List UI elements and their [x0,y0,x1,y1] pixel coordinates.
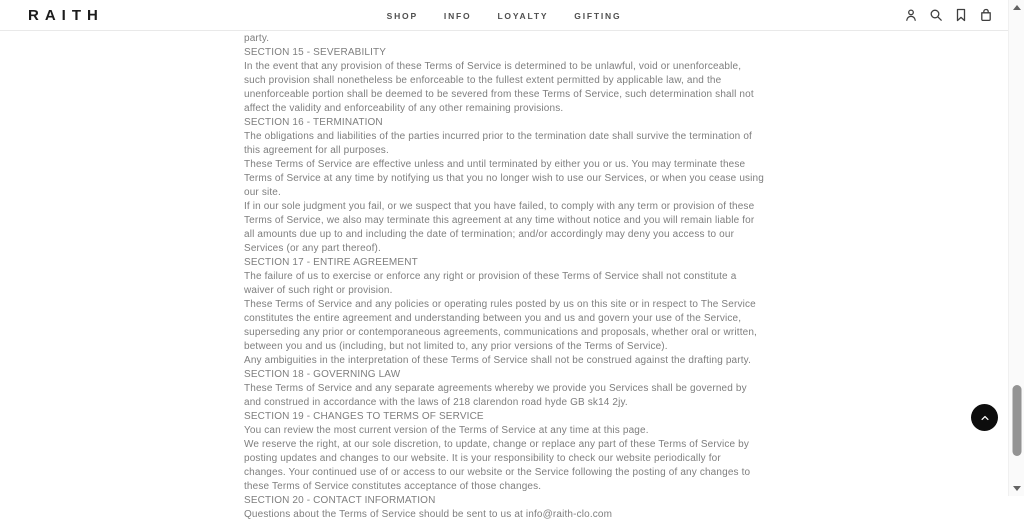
section-16-heading: SECTION 16 - TERMINATION [244,117,383,128]
nav-item-gifting[interactable]: GIFTING [574,10,622,21]
section-15-paragraph: In the event that any provision of these Terms of Service is determined to be unlawful, void or unenforceable, such provision shall nonetheless be enforceable to the fullest extent permitted by applicable law, and the unenforceable portion shall be deemed to be severed from these Terms of Service, such determination shall not affect the validity and enforceability of any other remaining provisions. [244,61,754,114]
account-icon[interactable] [904,8,918,22]
bag-icon[interactable] [979,8,993,22]
nav-item-info[interactable]: INFO [443,10,472,21]
page-content [0,31,1008,520]
section-16-paragraph: If in our sole judgment you fail, or we suspect that you have failed, to comply with any term or provision of these Terms of Service, we also may terminate this agreement at any time without notice and you will remain liable for all amounts due up to and including the date of termination; and/or accordingly may deny you access to our Services (or any part thereof). [244,201,755,254]
section-19-heading: SECTION 19 - CHANGES TO TERMS OF SERVICE [244,411,484,422]
section-17-paragraph: These Terms of Service and any policies or operating rules posted by us on this site or in respect to The Service constitutes the entire agreement and understanding between you and us and govern your use of the Service, superseding any prior or contemporaneous agreements, communications and proposals, whether oral or written, between you and us (including, but not limited to, any prior versions of the Terms of Service). [244,299,757,352]
nav-item-loyalty[interactable]: LOYALTY [497,10,549,21]
section-20-heading: SECTION 20 - CONTACT INFORMATION [244,495,436,506]
section-16-paragraph: The obligations and liabilities of the parties incurred prior to the termination date shall survive the termination of this agreement for all purposes. [244,131,752,156]
bookmark-icon[interactable] [954,8,968,22]
back-to-top-button[interactable] [971,404,998,431]
paragraph-fragment: party. [244,33,270,44]
section-19-paragraph: We reserve the right, at our sole discretion, to update, change or replace any part of these Terms of Service by posting updates and changes to our website. It is your responsibility to check our website periodically for changes. Your continued use of or access to our website or the Service following the posting of any changes to these Terms of Service constitutes acceptance of those changes. [244,439,751,492]
vertical-scrollbar[interactable] [1008,0,1024,496]
section-18-paragraph: These Terms of Service and any separate agreements whereby we provide you Services shall be governed by and construed in accordance with the laws of 218 clarendon road hyde GB sk14 2jy. [244,383,747,408]
scrollbar-thumb[interactable] [1012,385,1021,456]
section-15-heading: SECTION 15 - SEVERABILITY [244,47,387,58]
section-17-paragraph: Any ambiguities in the interpretation of these Terms of Service shall not be construed against the drafting party. [244,355,752,366]
chevron-up-icon [978,411,992,425]
section-16-paragraph: These Terms of Service are effective unless and until terminated by either you or us. You may terminate these Terms of Service at any time by notifying us that you no longer wish to use our Services, or when you cease using our site. [244,159,764,198]
header-icon-group [904,8,993,22]
main-nav [387,0,622,31]
section-17-heading: SECTION 17 - ENTIRE AGREEMENT [244,257,418,268]
nav-item-shop[interactable]: SHOP [386,10,418,21]
scrollbar-down-arrow-icon[interactable] [1013,486,1021,491]
section-20-paragraph: Questions about the Terms of Service should be sent to us at info@raith-clo.com [244,509,613,520]
section-17-paragraph: The failure of us to exercise or enforce any right or provision of these Terms of Service shall not constitute a waiver of such right or provision. [244,271,737,296]
brand-logo[interactable]: RAITH [28,6,104,24]
scrollbar-up-arrow-icon[interactable] [1013,5,1021,10]
terms-text-column [244,31,764,522]
section-19-paragraph: You can review the most current version of the Terms of Service at any time at this page. [244,425,649,436]
site-header [0,0,1008,31]
section-18-heading: SECTION 18 - GOVERNING LAW [244,369,401,380]
search-icon[interactable] [929,8,943,22]
